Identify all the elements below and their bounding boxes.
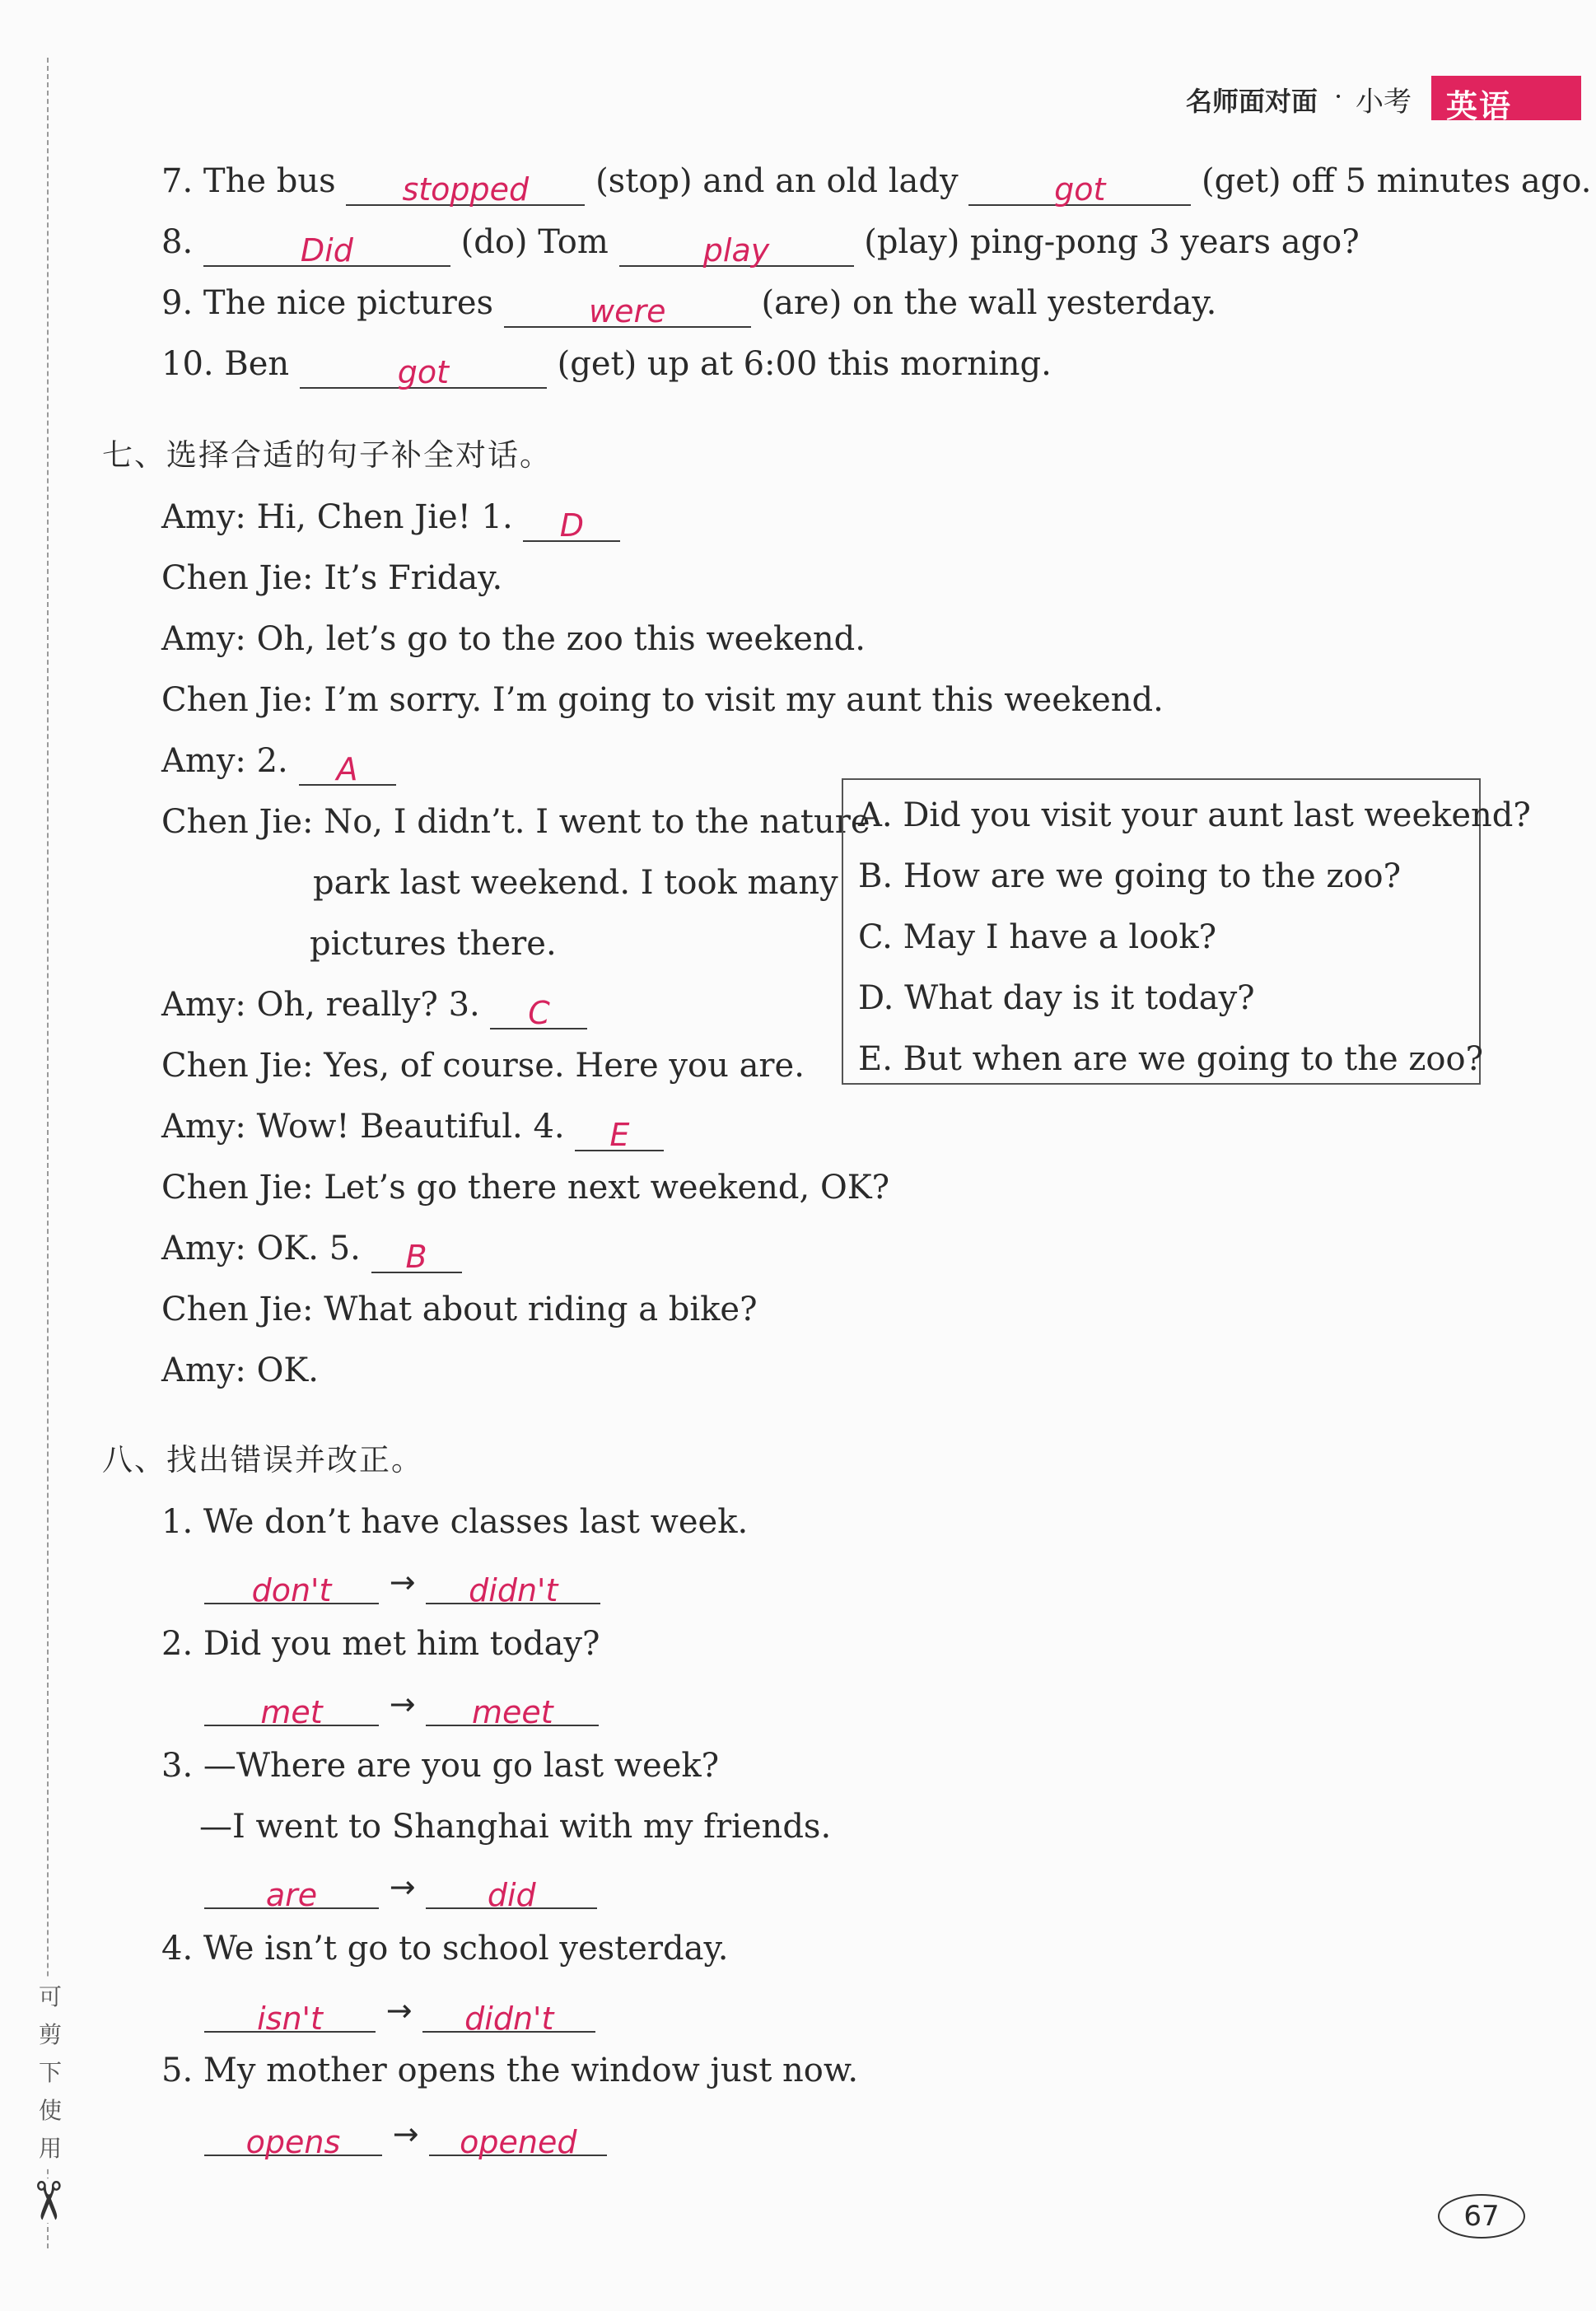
- answer-blank[interactable]: [575, 1110, 664, 1151]
- option-d: D. What day is it today?: [858, 979, 1255, 1017]
- error-sentence: 1. We don’t have classes last week.: [161, 1503, 749, 1541]
- answer-blank[interactable]: [203, 226, 450, 267]
- correct-word-blank[interactable]: [426, 1685, 599, 1730]
- answer-blank[interactable]: [299, 745, 396, 786]
- options-box: [842, 778, 1531, 1085]
- correct-word-blank[interactable]: [426, 1868, 597, 1913]
- item-text: Ben: [224, 345, 290, 383]
- fill-item-7: [161, 162, 1592, 208]
- correction-row: [204, 1868, 597, 1913]
- dialogue-line: [161, 1110, 664, 1151]
- answer-text: B: [405, 1239, 427, 1275]
- item-number: 10.: [161, 345, 214, 383]
- dialogue-text: Amy: 2.: [161, 742, 288, 780]
- answer-blank[interactable]: [490, 988, 587, 1029]
- dialogue-line: Chen Jie: Let’s go there next weekend, OK?: [161, 1169, 890, 1207]
- item-number: 8.: [161, 223, 194, 261]
- dialogue-line: Amy: OK.: [161, 1352, 319, 1389]
- scissors-icon: ✂: [16, 2178, 77, 2223]
- wrong-word-blank[interactable]: [204, 1991, 376, 2037]
- item-text: (stop) and an old lady: [595, 162, 959, 200]
- dialogue-text: Amy: Oh, really? 3.: [161, 986, 480, 1024]
- answer-blank[interactable]: [346, 165, 585, 206]
- dialogue-line: Chen Jie: Yes, of course. Here you are.: [161, 1047, 805, 1085]
- section-8-title: 八、找出错误并改正。: [102, 1442, 423, 1478]
- dialogue-text: Amy: OK. 5.: [161, 1230, 361, 1268]
- cut-hint-char: 用: [38, 2135, 62, 2162]
- correct-word: didn't: [469, 1572, 558, 1608]
- answer-text: stopped: [402, 171, 530, 208]
- page-header: [1186, 76, 1581, 122]
- error-sentence: 2. Did you met him today?: [161, 1625, 600, 1663]
- answer-text: got: [397, 354, 450, 390]
- item-text: The nice pictures: [203, 284, 494, 322]
- correct-word: meet: [471, 1694, 553, 1730]
- dialogue-line: Chen Jie: I’m sorry. I’m going to visit my aunt this weekend.: [161, 681, 1164, 719]
- item-number: 7.: [161, 162, 194, 200]
- item-text: (get) up at 6:00 this morning.: [557, 345, 1052, 383]
- correction-row: [204, 1685, 599, 1730]
- correction-row: [204, 2115, 607, 2160]
- wrong-word: are: [265, 1877, 318, 1913]
- wrong-word-blank[interactable]: [204, 1563, 379, 1608]
- option-b: B. How are we going to the zoo?: [858, 857, 1402, 895]
- dialogue-text: Amy: Wow! Beautiful. 4.: [161, 1108, 565, 1146]
- dialogue-line: Chen Jie: What about riding a bike?: [161, 1291, 758, 1328]
- wrong-word: opens: [245, 2124, 341, 2160]
- option-a: A. Did you visit your aunt last weekend?: [858, 796, 1531, 834]
- correct-word-blank[interactable]: [429, 2115, 607, 2160]
- dialogue-line: [161, 1232, 462, 1273]
- error-sentence: 5. My mother opens the window just now.: [161, 2052, 859, 2089]
- wrong-word-blank[interactable]: [204, 1685, 379, 1730]
- dialogue-line: [161, 988, 587, 1029]
- cut-hint: [36, 1978, 64, 2168]
- arrow-right-icon: →: [389, 1686, 416, 1722]
- wrong-word: met: [260, 1694, 323, 1730]
- cut-hint-char: 剪: [38, 2021, 62, 2048]
- dialogue-line: park last weekend. I took many: [313, 864, 838, 902]
- answer-blank[interactable]: [523, 501, 620, 542]
- cut-guide-line: [47, 58, 49, 2248]
- correct-word-blank[interactable]: [422, 1991, 595, 2037]
- correct-word: opened: [460, 2124, 577, 2160]
- page-number: 67: [1463, 2200, 1500, 2233]
- item-text: (are) on the wall yesterday.: [761, 284, 1217, 322]
- wrong-word-blank[interactable]: [204, 1868, 379, 1913]
- page-number-badge: [1438, 2194, 1525, 2239]
- error-sentence: 4. We isn’t go to school yesterday.: [161, 1930, 729, 1968]
- header-subject-badge: [1431, 76, 1581, 124]
- header-series: 名师面对面: [1186, 86, 1318, 117]
- item-text: (play) ping-pong 3 years ago?: [864, 223, 1360, 261]
- fill-item-8: [161, 223, 1360, 268]
- correction-row: [204, 1991, 595, 2037]
- answer-blank[interactable]: [968, 165, 1191, 206]
- item-number: 9.: [161, 284, 194, 322]
- correct-word: didn't: [464, 2001, 554, 2037]
- answer-blank[interactable]: [300, 348, 547, 389]
- dialogue-line: Chen Jie: It’s Friday.: [161, 559, 503, 597]
- error-sentence-reply: —I went to Shanghai with my friends.: [199, 1808, 832, 1846]
- arrow-right-icon: →: [389, 1869, 416, 1905]
- answer-blank[interactable]: [619, 226, 854, 267]
- option-e: E. But when are we going to the zoo?: [858, 1040, 1484, 1078]
- answer-text: C: [528, 995, 550, 1031]
- header-dot: ·: [1334, 81, 1343, 112]
- answer-blank[interactable]: [504, 287, 751, 328]
- answer-text: D: [559, 507, 585, 544]
- arrow-right-icon: →: [389, 1564, 416, 1600]
- correct-word: did: [487, 1877, 536, 1913]
- header-subject: 英语: [1446, 88, 1513, 124]
- error-sentence: 3. —Where are you go last week?: [161, 1747, 720, 1785]
- answer-blank[interactable]: [371, 1232, 462, 1273]
- wrong-word: don't: [251, 1572, 332, 1608]
- correct-word-blank[interactable]: [426, 1563, 600, 1608]
- fill-item-9: [161, 284, 1217, 329]
- cut-hint-char: 可: [38, 1983, 62, 2010]
- answer-text: got: [1054, 171, 1106, 208]
- item-text: (get) off 5 minutes ago.: [1202, 162, 1592, 200]
- dialogue-text: Amy: Hi, Chen Jie! 1.: [161, 498, 513, 536]
- answer-text: Did: [300, 232, 353, 268]
- section-7-title: 七、选择合适的句子补全对话。: [102, 437, 552, 473]
- answer-text: were: [589, 293, 666, 329]
- dialogue-line: [161, 498, 620, 544]
- dialogue-line: [161, 742, 396, 787]
- item-text: (do) Tom: [460, 223, 609, 261]
- answer-text: E: [609, 1117, 630, 1153]
- arrow-right-icon: →: [385, 1992, 413, 2029]
- cut-hint-char: 下: [38, 2059, 62, 2086]
- wrong-word-blank[interactable]: [204, 2115, 382, 2160]
- option-c: C. May I have a look?: [858, 918, 1217, 956]
- answer-text: A: [336, 751, 358, 787]
- dialogue-line: pictures there.: [310, 925, 557, 963]
- fill-item-10: [161, 345, 1052, 390]
- arrow-right-icon: →: [392, 2116, 419, 2152]
- wrong-word: isn't: [257, 2001, 323, 2037]
- dialogue-line: Amy: Oh, let’s go to the zoo this weekend.: [161, 620, 866, 658]
- answer-text: play: [702, 232, 770, 268]
- cut-hint-char: 使: [38, 2097, 62, 2124]
- item-text: The bus: [203, 162, 336, 200]
- header-level: 小考: [1356, 86, 1412, 119]
- correction-row: [204, 1563, 600, 1608]
- dialogue-line: Chen Jie: No, I didn’t. I went to the nature: [161, 803, 870, 841]
